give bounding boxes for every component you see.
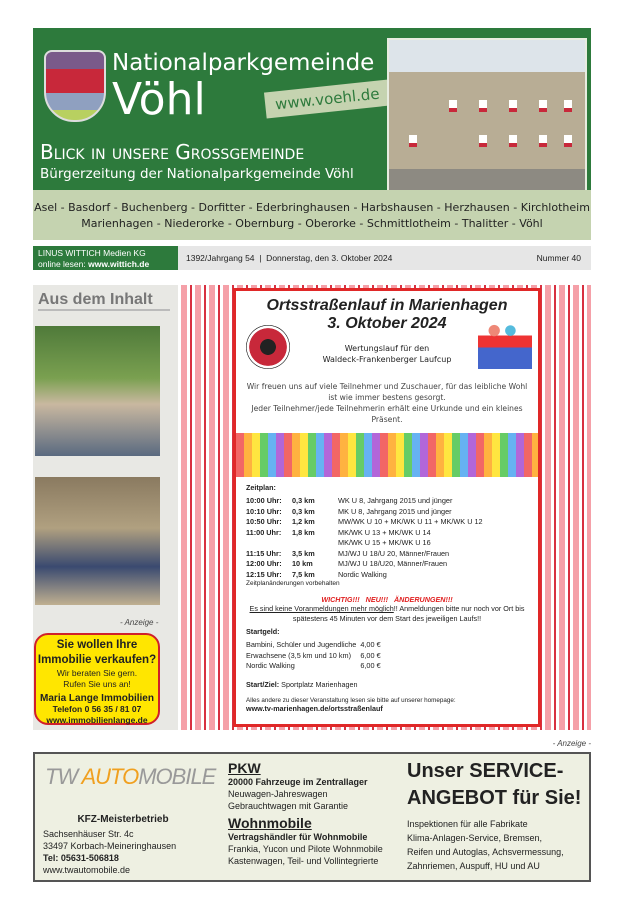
group-photo-1	[35, 326, 160, 456]
fee-price: 6,00 €	[360, 650, 381, 660]
schedule-row	[246, 570, 487, 581]
intro-text: Wir freuen uns auf viele Teilnehmer und Zuschauer, für das leibliche Wohl ist wie immer bestens gesorgt.	[246, 382, 528, 402]
service-line: Klima-Anlagen-Service, Bremsen,	[407, 833, 543, 843]
schedule-desc: MK/WK U 15 + MK/WK U 16	[338, 538, 431, 547]
issue-number: Nummer 40	[536, 253, 581, 263]
schedule-dist: 7,5 km	[292, 569, 315, 579]
districts-line2: Marienhagen - Niederorke - Obernburg - Oberorke - Schmittlotheim - Thalitter - Vöhl	[81, 217, 543, 230]
schedule-desc: MJ/WJ U 18/U 20, Männer/Frauen	[338, 548, 450, 558]
logo-tw: TW	[45, 764, 82, 789]
wm-line: Kastenwagen, Teil- und Vollintegrierte	[228, 856, 379, 866]
website-link[interactable]: www.voehl.de	[264, 80, 391, 119]
web[interactable]: www.twautomobile.de	[43, 865, 131, 875]
title-line1: Nationalparkgemeinde	[112, 50, 375, 76]
fee-row	[246, 661, 385, 672]
fee-who: Nordic Walking	[246, 661, 295, 670]
title-line2: Vöhl	[112, 74, 206, 125]
notice: !! Anmeldungen bitte nur noch vor Ort bis spätestens 45 Minuten vor dem Start des jeweiligen Laufs!!	[292, 604, 525, 623]
wohnmobile-heading: Wohnmobile	[228, 815, 312, 831]
schedule-row	[246, 507, 487, 518]
service-line: Inspektionen für alle Fabrikate	[407, 819, 528, 829]
tw-automobile-logo	[45, 764, 215, 790]
event-flyer	[233, 288, 541, 727]
ad-line: Immobilie verkaufen?	[37, 654, 157, 666]
schedule-row	[246, 517, 487, 528]
wertung-line1: Wertungslauf für den	[344, 344, 430, 353]
districts-line1: Asel - Basdorf - Buchenberg - Dorfitter - Ederbringhausen - Harbshausen - Herzhausen - Kirchlotheim	[34, 201, 590, 214]
fee-row	[246, 640, 385, 651]
street: Sachsenhäuser Str. 4c	[43, 829, 134, 839]
intro-text-2: Jeder Teilnehmer/jede Teilnehmerin erhält eine Urkunde und ein kleines Präsent.	[251, 404, 523, 424]
schedule-note: Zeitplanänderungen vorbehalten	[246, 580, 340, 587]
publisher: LINUS WITTICH Medien KG	[38, 248, 146, 258]
car-dealer-ad[interactable]	[33, 752, 591, 882]
service-line: Reifen und Autoglas, Achsvermessung,	[407, 847, 564, 857]
ad-line: Sie wollen Ihre	[56, 639, 138, 651]
schedule-dist: 0,3 km	[292, 506, 315, 516]
fee-label: Startgeld:	[246, 627, 280, 636]
event-title: Ortsstraßenlauf in Marienhagen	[266, 297, 508, 314]
schedule-time: 12:15 Uhr:	[246, 569, 282, 579]
real-estate-ad[interactable]	[34, 633, 160, 725]
city: 33497 Korbach-Meineringhausen	[43, 841, 177, 851]
wertung-line2: Waldeck-Frankenberger Laufcup	[322, 355, 452, 364]
schedule-dist: 0,3 km	[292, 496, 315, 505]
schedule-row	[246, 549, 487, 560]
schedule-row	[246, 559, 487, 570]
service-line: Zahnriemen, Auspuff, HU und AU	[407, 861, 540, 871]
logo-auto: AUTO	[81, 764, 139, 789]
club-logo-icon	[246, 325, 290, 369]
schedule-time: 12:00 Uhr:	[246, 559, 282, 568]
group-photo-2	[35, 477, 160, 605]
pkw-line: Gebrauchtwagen mit Garantie	[228, 801, 349, 811]
bottom-ad-label: - Anzeige -	[552, 739, 591, 748]
fee-table	[246, 640, 385, 672]
issue-bar	[178, 246, 591, 270]
service-heading: Unser SERVICE-	[407, 760, 564, 782]
schedule-label: Zeitplan:	[246, 483, 276, 492]
schedule-time: 11:00 Uhr:	[246, 527, 282, 537]
schedule-dist: 1,8 km	[292, 527, 315, 537]
ad-label: - Anzeige -	[120, 618, 159, 627]
schedule-time: 10:00 Uhr:	[246, 496, 282, 505]
contents-heading: Aus dem Inhalt	[38, 291, 170, 311]
schedule-desc: MW/WK U 10 + MK/WK U 11 + MK/WK U 12	[338, 517, 483, 526]
fee-who: Erwachsene (3,5 km und 10 km)	[246, 650, 352, 660]
wm-line: Vertragshändler für Wohnmobile	[228, 832, 368, 842]
runners-banner	[236, 433, 538, 477]
schedule-desc: Nordic Walking	[338, 569, 387, 579]
schedule-row	[246, 528, 487, 539]
online-url[interactable]: www.wittich.de	[88, 259, 150, 269]
publisher-box	[33, 246, 178, 270]
schedule-dist: 10 km	[292, 559, 313, 568]
alert: WICHTIG!!! NEU!!! ÄNDERUNGEN!!!	[321, 595, 453, 604]
districts-band	[33, 190, 591, 240]
schedule-time	[246, 538, 292, 549]
pkw-heading: PKW	[228, 760, 261, 776]
fee-who: Bambini, Schüler und Jugendliche	[246, 640, 357, 649]
tagline: Bürgerzeitung der Nationalparkgemeinde Vöhl	[40, 166, 354, 182]
start-value: Sportplatz Marienhagen	[281, 679, 358, 689]
schedule-row	[246, 496, 487, 507]
schedule-desc: WK U 8, Jahrgang 2015 und jünger	[338, 496, 453, 505]
schedule-dist	[292, 538, 338, 549]
schedule-dist: 1,2 km	[292, 517, 315, 526]
ad-web[interactable]: www.immobilienlange.de	[46, 715, 148, 725]
event-date: 3. Oktober 2024	[327, 315, 447, 332]
wm-line: Frankia, Yucon und Pilote Wohnmobile	[228, 844, 383, 854]
pkw-line: 20000 Fahrzeuge im Zentrallager	[228, 777, 368, 787]
schedule-desc: MK/WK U 13 + MK/WK U 14	[338, 527, 431, 537]
fee-row	[246, 651, 385, 662]
start-label: Start/Ziel:	[246, 679, 280, 689]
tel: Tel: 05631-506818	[43, 853, 119, 863]
schedule-desc: MJ/WJ U 18/U20, Männer/Frauen	[338, 559, 448, 568]
ad-line: Rufen Sie uns an!	[63, 679, 131, 689]
subtitle: Blick in unsere Grossgemeinde	[40, 140, 305, 164]
logo-mobile: MOBILE	[138, 764, 216, 789]
schedule-desc: MK U 8, Jahrgang 2015 und jünger	[338, 506, 452, 516]
schedule-table	[246, 496, 487, 580]
online-label: online lesen:	[38, 259, 86, 269]
schedule-time: 10:10 Uhr:	[246, 506, 282, 516]
ad-line: Wir beraten Sie gern.	[56, 668, 138, 678]
fee-price: 6,00 €	[360, 661, 381, 670]
event-url[interactable]: www.tv-marienhagen.de/ortsstraßenlauf	[246, 703, 383, 713]
service-heading-2: ANGEBOT für Sie!	[407, 787, 582, 809]
schedule-row	[246, 538, 487, 549]
schedule-dist: 3,5 km	[292, 548, 315, 558]
coat-of-arms-icon	[44, 50, 106, 122]
pkw-line: Neuwagen-Jahreswagen	[228, 789, 328, 799]
ad-company: Maria Lange Immobilien	[40, 693, 154, 704]
running-kids-illustration	[478, 321, 532, 369]
fee-price: 4,00 €	[360, 640, 381, 649]
more-info: Alles andere zu dieser Veranstaltung lesen sie bitte auf unserer homepage:	[246, 696, 456, 704]
schedule-time: 11:15 Uhr:	[246, 548, 282, 558]
meister: KFZ-Meisterbetrieb	[77, 814, 169, 825]
notice-underlined: Es sind keine Voranmeldungen mehr möglich	[249, 604, 394, 613]
issue-info: 1392/Jahrgang 54 | Donnerstag, den 3. Oktober 2024	[186, 253, 393, 263]
ad-phone: Telefon 0 56 35 / 81 07	[52, 704, 142, 714]
town-hall-photo	[387, 38, 587, 203]
schedule-time: 10:50 Uhr:	[246, 517, 282, 526]
